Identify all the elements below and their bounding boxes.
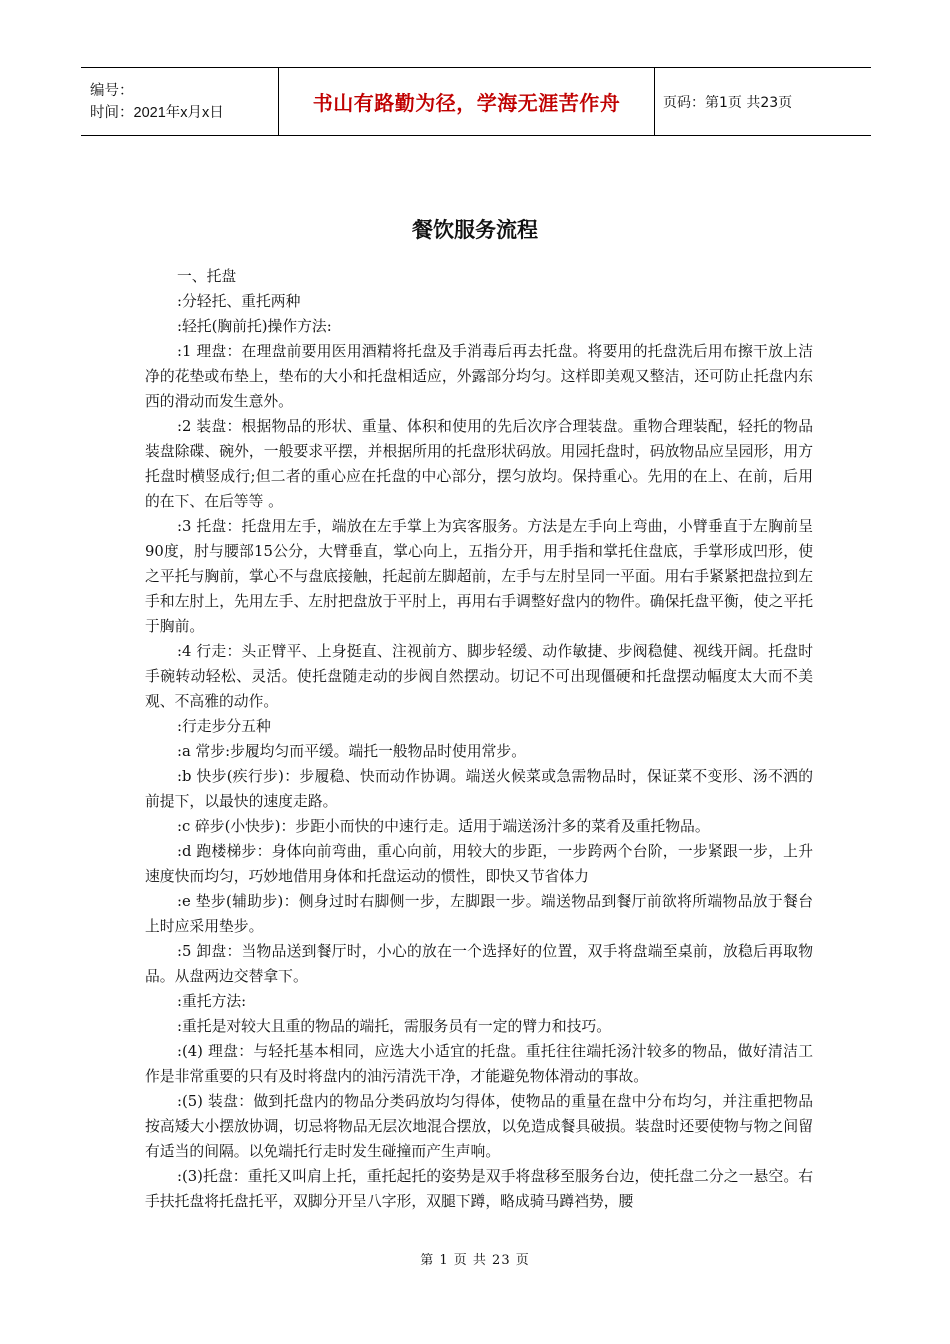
paragraph: :重托是对较大且重的物品的端托，需服务员有一定的臂力和技巧。 [177,1018,612,1035]
paragraph: :c 碎步(小快步)：步距小而快的中速行走。适用于端送汤汁多的菜肴及重托物品。 [177,818,710,835]
header-page-code-cell [655,68,871,135]
paragraph: :行走步分五种 [177,718,271,735]
paragraph: :分轻托、重托两种 [177,293,301,310]
paragraph: :5 卸盘：当物品送到餐厅时，小心的放在一个选择好的位置，双手将盘端至桌前，放稳后再取物品。从盘两边交替拿下。 [145,943,813,985]
paragraph: :4 行走：头正臂平、上身挺直、注视前方、脚步轻缓、动作敏捷、步阀稳健、视线开阔。托盘时手碗转动轻松、灵活。使托盘随走动的步阀自然摆动。切记不可出现僵硬和托盘摆动幅度太大而不美观、不高雅的动作。 [145,643,813,710]
paragraph: :3 托盘：托盘用左手，端放在左手掌上为宾客服务。方法是左手向上弯曲，小臂垂直于左胸前呈90度，肘与腰部15公分，大臂垂直，掌心向上，五指分开，用手指和掌托住盘底，手掌形成凹形，使之平托与胸前，掌心不与盘底接触，托起前左脚超前，左手与左肘呈同一平面。用右手紧紧把盘拉到左手和左肘上，先用左手、左肘把盘放于平肘上，再用右手调整好盘内的物件。确保托盘平衡，使之平托于胸前。 [145,518,813,635]
paragraph: 一、托盘 [177,268,237,285]
number-label: 编号： [90,82,134,99]
paragraph: :1 理盘：在理盘前要用医用酒精将托盘及手消毒后再去托盘。将要用的托盘洗后用布擦干放上洁净的花垫或布垫上，垫布的大小和托盘相适应，外露部分均匀。这样即美观又整洁，还可防止托盘内东西的滑动而发生意外。 [145,343,813,410]
paragraph: :轻托(胸前托)操作方法: [177,318,332,335]
paragraph: :(4) 理盘：与轻托基本相同，应选大小适宜的托盘。重托往往端托汤汁较多的物品，做好清洁工作是非常重要的只有及时将盘内的油污清洗干净，才能避免物体滑动的事故。 [145,1043,813,1085]
motto-text: 书山有路勤为径，学海无涯苦作舟 [312,91,621,115]
time-label: 时间：2021年x月x日 [90,104,224,121]
document-body [145,264,813,1214]
paragraph: :b 快步(疾行步)：步履稳、快而动作协调。端送火候菜或急需物品时，保证菜不变形、汤不洒的前提下，以最快的速度走路。 [145,768,813,810]
paragraph: :(3)托盘：重托又叫肩上托，重托起托的姿势是双手将盘移至服务台边，使托盘二分之一悬空。右手扶托盘将托盘托平，双脚分开呈八字形，双腿下蹲，略成骑马蹲裆势，腰 [145,1168,813,1210]
paragraph: :(5) 装盘：做到托盘内的物品分类码放均匀得体，使物品的重量在盘中分布均匀，并注重把物品按高矮大小摆放协调，切忌将物品无层次地混合摆放，以免造成餐具破损。装盘时还要使物与物之间留有适当的间隔。以免端托行走时发生碰撞而产生声响。 [145,1093,813,1160]
paragraph: :重托方法: [177,993,247,1010]
page-title: 餐饮服务流程 [412,218,538,242]
paragraph: :d 跑楼梯步：身体向前弯曲，重心向前，用较大的步距，一步跨两个台阶，一步紧跟一步，上升速度快而均匀，巧妙地借用身体和托盘运动的惯性，即快又节省体力 [145,843,813,885]
header-motto-cell [279,68,655,135]
document-header [81,67,871,136]
paragraph: :e 垫步(辅助步)：侧身过时右脚侧一步，左脚跟一步。端送物品到餐厅前欲将所端物品放于餐台上时应采用垫步。 [145,893,813,935]
page-code: 页码：第1页 共23页 [663,94,793,111]
paragraph: :a 常步:步履均匀而平缓。端托一般物品时使用常步。 [177,743,527,760]
page-footer: 第 1 页 共 23 页 [420,1253,530,1268]
header-meta [81,68,279,135]
paragraph: :2 装盘：根据物品的形状、重量、体积和使用的先后次序合理装盘。重物合理装配，轻托的物品装盘除碟、碗外，一般要求平摆，并根据所用的托盘形状码放。用园托盘时，码放物品应呈园形，用方托盘时横竖成行;但二者的重心应在托盘的中心部分，摆匀放均。保持重心。先用的在上、在前，后用的在下、在后等等 。 [145,418,813,510]
